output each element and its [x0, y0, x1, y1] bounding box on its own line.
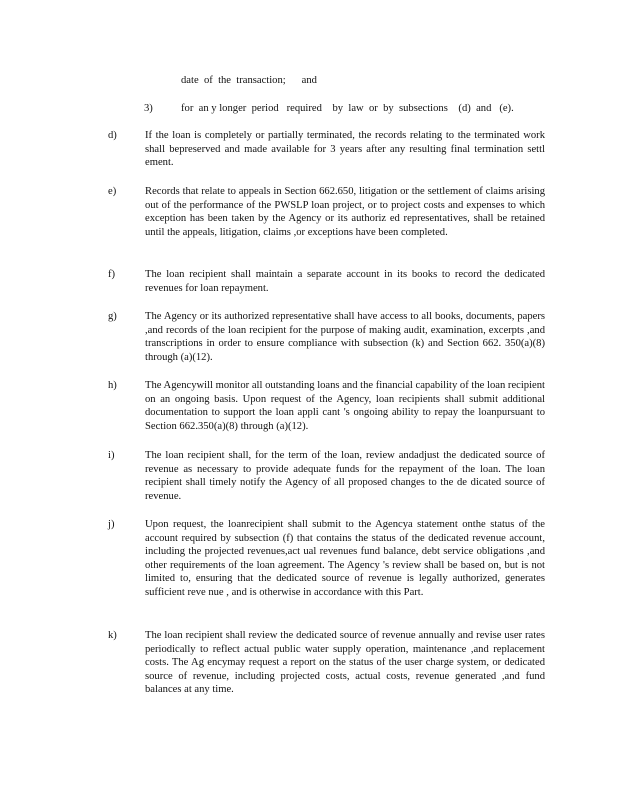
- item-label: f): [108, 269, 116, 280]
- item-text: If the loan is completely or partially terminated, the records relating to the terminated work shall bepreserved and made available for 3 years after any resulting final termination settl ement.: [145, 130, 545, 169]
- item-label: e): [108, 186, 117, 197]
- sub-item-label: 3): [144, 103, 153, 114]
- item-label: i): [108, 450, 115, 461]
- item-label: j): [108, 519, 115, 530]
- item-label: d): [108, 130, 117, 141]
- item-text: The Agencywill monitor all outstanding loans and the financial capability of the loan recipient on an ongoing basis. Upon request of the Agency, loan recipients shall submit additional documentation to support the loan appli cant 's ongoing ability to repay the loanpursuant to Section 662.350(a)(8) through (a)(12).: [145, 380, 545, 432]
- item-text: The loan recipient shall maintain a separate account in its books to record the dedicated revenues for loan repayment.: [145, 269, 545, 294]
- item-text: The loan recipient shall, for the term of the loan, review andadjust the dedicated source of revenue as necessary to provide adequate funds for the repayment of the loan. The loan recipient shall timely notify the Agency of all proposed changes to the de dicated source of revenue.: [145, 450, 545, 502]
- item-text: The Agency or its authorized representative shall have access to all books, documents, papers ,and records of the loan recipient for the purpose of making audit, examination, excerpts ,and transcriptions in order to ensure compliance with subsection (k) and Section 662. 350(a)(8) through (a)(12).: [145, 311, 545, 363]
- sub-item-text: for an y longer period required by law or by subsections (d) and (e).: [181, 103, 514, 114]
- item-text: The loan recipient shall review the dedicated source of revenue annually and revise user rates periodically to reflect actual public water supply operation, maintenance ,and replacement costs. The Ag encymay request a report on the status of the user charge system, or dedicated source of revenue, including projected costs, actual costs, revenue generated ,and fund balances at any time.: [145, 630, 545, 696]
- item-label: g): [108, 311, 117, 322]
- continuation-line: date of the transaction; and: [181, 75, 317, 86]
- item-text: Records that relate to appeals in Section 662.650, litigation or the settlement of claims arising out of the performance of the PWSLP loan project, or to project costs and expenses to which exception has been taken by the Agency or its authoriz ed representatives, shall be retained until the appeals, litigation, claims ,or exceptions have been completed.: [145, 186, 545, 238]
- item-label: k): [108, 630, 117, 641]
- item-label: h): [108, 380, 117, 391]
- item-text: Upon request, the loanrecipient shall submit to the Agencya statement onthe status of the account required by subsection (f) that contains the status of the dedicated revenue account, including the projected revenues,act ual revenues fund balance, debt service obligations ,and other requirements of the loan agreement. The Agency 's review shall be based on, but is not limited to, ensuring that the dedicated source of revenue is legally authorized, generates sufficient reve nue , and is otherwise in accordance with this Part.: [145, 519, 545, 598]
